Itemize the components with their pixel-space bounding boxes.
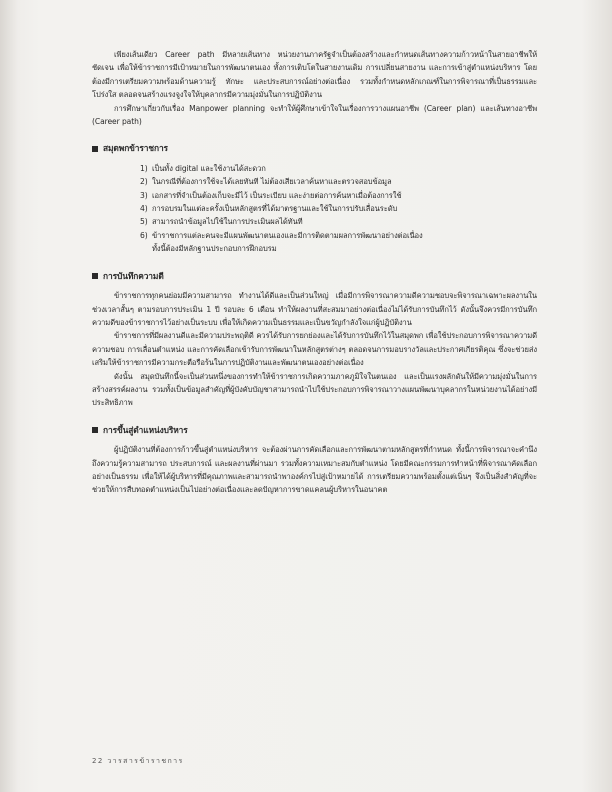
list-item: 5) สามารถนำข้อมูลไปใช้ในการประเมินผลได้ทันที — [140, 217, 303, 227]
section-heading-executive-promotion — [92, 424, 537, 437]
section-heading-good-deeds — [92, 270, 537, 283]
good-deeds-paragraph-2: ข้าราชการที่มีผลงานดีและมีความประพฤติดี ควรได้รับการยกย่องและได้รับการบันทึกไว้ในสมุดพก เพื่อใช้ประกอบการพิจารณาความดีความชอบ การเลื่อนตำแหน่ง และการคัดเลือกเข้ารับการพัฒนาในหลักสูตรต่างๆ ตลอดจนการมอบรางวัลและประกาศเกียรติคุณ ซึ่งจะช่วยส่งเสริมให้ข้าราชการมีความกระตือรือร้นในการปฏิบัติงานและพัฒนาตนเองอย่างต่อเนื่อง — [92, 331, 537, 368]
section-heading-text: การขึ้นสู่ตำแหน่งบริหาร — [103, 424, 188, 435]
list-item-continuation: ทั้งนี้ต้องมีหลักฐานประกอบการฝึกอบรม — [152, 244, 277, 254]
list-item: 6) ข้าราชการแต่ละคนจะมีแผนพัฒนาตนเองและมีการติดตามผลการพัฒนาอย่างต่อเนื่อง ทั้งนี้ต้องมีหลักฐานประกอบการฝึกอบรม — [140, 229, 537, 256]
list-item: 4) การอบรมในแต่ละครั้งเป็นหลักสูตรที่ได้มาตรฐานและใช้ในการปรับเลื่อนระดับ — [140, 204, 398, 214]
good-deeds-paragraph-3: ดังนั้น สมุดบันทึกนี้จะเป็นส่วนหนึ่งของการทำให้ข้าราชการเกิดความภาคภูมิใจในตนเอง และเป็นแรงผลักดันให้มีความมุ่งมั่นในการสร้างสรรค์ผลงาน รวมทั้งเป็นข้อมูลสำคัญที่ผู้บังคับบัญชาสามารถนำไปใช้ประกอบการพิจารณาวางแผนพัฒนาบุคลากรในหน่วยงานได้อย่างมีประสิทธิภาพ — [92, 371, 537, 408]
executive-paragraph-1: ผู้ปฏิบัติงานที่ต้องการก้าวขึ้นสู่ตำแหน่งบริหาร จะต้องผ่านการคัดเลือกและการพัฒนาตามหลักสูตรที่กำหนด ทั้งนี้การพิจารณาจะคำนึงถึงความรู้ความสามารถ ประสบการณ์ และผลงานที่ผ่านมา รวมทั้งความเหมาะสมกับตำแหน่ง โดยมีคณะกรรมการทำหน้าที่พิจารณาคัดเลือกอย่างเป็นธรรม เพื่อให้ได้ผู้บริหารที่มีคุณภาพและสามารถนำพาองค์กรไปสู่เป้าหมายได้ การเตรียมความพร้อมตั้งแต่เนิ่นๆ จึงเป็นสิ่งสำคัญที่จะช่วยให้การสืบทอดตำแหน่งเป็นไปอย่างต่อเนื่องและลดปัญหาการขาดแคลนผู้บริหารในอนาคต — [92, 445, 537, 495]
square-bullet-icon — [92, 146, 98, 152]
article-body — [92, 48, 537, 497]
intro-paragraph-2: การศึกษาเกี่ยวกับเรื่อง Manpower planning จะทำให้ผู้ศึกษาเข้าใจในเรื่องการวางแผนอาชีพ (Career plan) และเส้นทางอาชีพ (Career path) — [92, 103, 537, 127]
list-item: 3) เอกสารที่จำเป็นต้องเก็บจะมีไว้ เป็นระเบียบ และง่ายต่อการค้นหาเมื่อต้องการใช้ — [140, 190, 402, 200]
list-item: 1) เป็นทั้ง digital และใช้งานได้สะดวก — [140, 163, 266, 173]
section-heading-text: การบันทึกความดี — [103, 270, 164, 281]
square-bullet-icon — [92, 427, 98, 433]
section-heading-text: สมุดพกข้าราชการ — [103, 143, 168, 154]
service-record-list — [92, 162, 537, 256]
section-heading-service-record — [92, 142, 537, 155]
good-deeds-paragraph-1: ข้าราชการทุกคนย่อมมีความสามารถ ทำงานได้ดีและเป็นส่วนใหญ่ เมื่อมีการพิจารณาความดีความชอบจะพิจารณาเฉพาะผลงานในช่วงเวลาสั้นๆ ตามรอบการประเมิน 1 ปี รอบละ 6 เดือน ทำให้ผลงานที่สะสมมาอย่างต่อเนื่องไม่ได้รับการบันทึกไว้ ดังนั้นจึงควรมีการบันทึกความดีของข้าราชการไว้อย่างเป็นระบบ เพื่อให้เกิดความเป็นธรรมและเป็นขวัญกำลังใจแก่ผู้ปฏิบัติงาน — [92, 291, 537, 327]
intro-paragraph-1: เพียงเส้นเดียว Career path มีหลายเส้นทาง หน่วยงานภาครัฐจำเป็นต้องสร้างและกำหนดเส้นทางความก้าวหน้าในสายอาชีพให้ชัดเจน เพื่อให้ข้าราชการมีเป้าหมายในการพัฒนาตนเอง ทั้งการเติบโตในสายงานเดิม การเปลี่ยนสายงาน และการเข้าสู่ตำแหน่งบริหาร โดยต้องมีการเตรียมความพร้อมด้านความรู้ ทักษะ และประสบการณ์อย่างต่อเนื่อง รวมทั้งกำหนดหลักเกณฑ์ในการพิจารณาที่เป็นธรรมและโปร่งใส ตลอดจนสร้างแรงจูงใจให้บุคลากรมีความมุ่งมั่นในการปฏิบัติงาน — [92, 50, 537, 100]
list-item: 2) ในกรณีที่ต้องการใช้จะได้เลยทันที ไม่ต้องเสียเวลาค้นหาและตรวจสอบข้อมูล — [140, 177, 392, 187]
page-footer: 22 วารสารข้าราชการ — [92, 757, 184, 765]
square-bullet-icon — [92, 273, 98, 279]
